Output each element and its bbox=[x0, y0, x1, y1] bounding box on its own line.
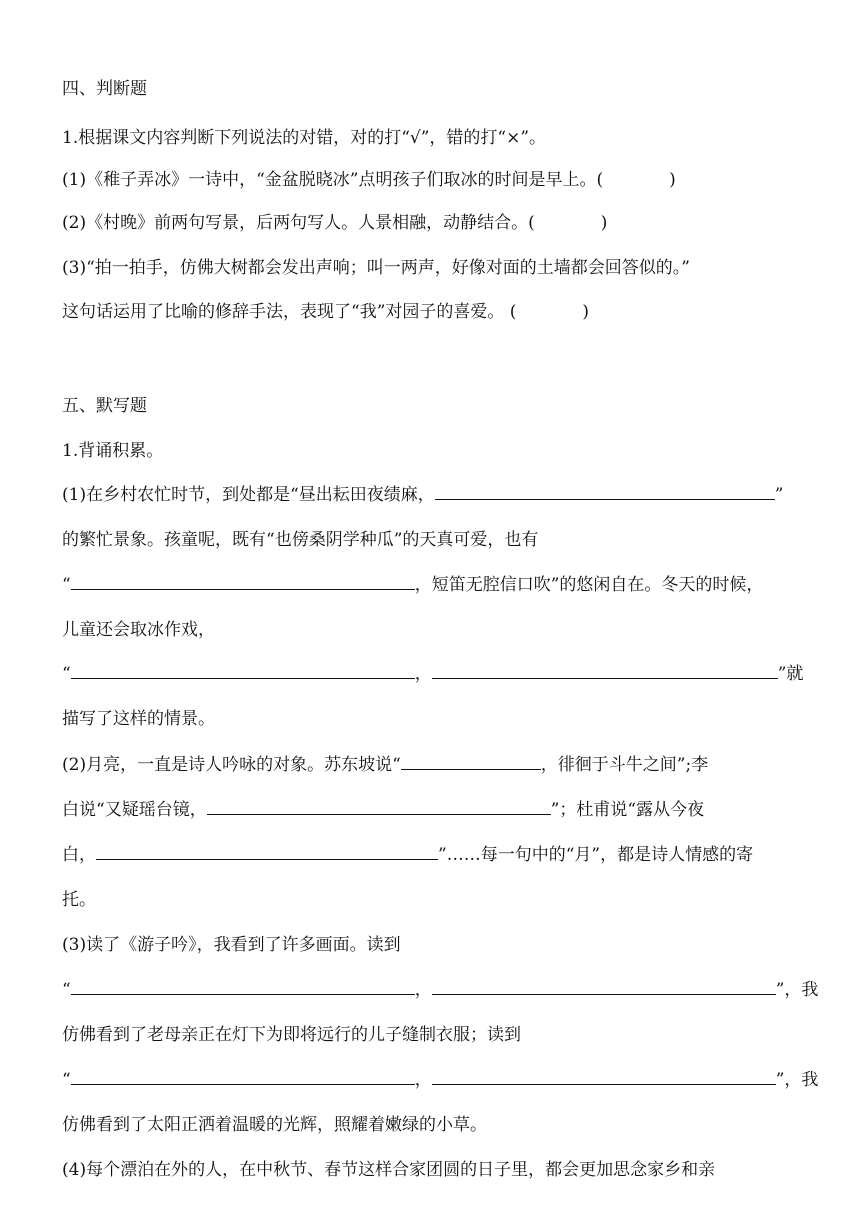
judge-item-1: (1)《稚子弄冰》一诗中，“金盆脱晓冰”点明孩子们取冰的时间是早上。( ) bbox=[62, 170, 676, 190]
para-1-line5: “ ， ”就 bbox=[62, 664, 804, 684]
para-3-line3: 仿佛看到了老母亲正在灯下为即将远行的儿子缝制衣服；读到 bbox=[62, 1025, 521, 1045]
para-2-line2: 白说“又疑瑶台镜， ”；杜甫说“露从今夜 bbox=[62, 800, 705, 820]
blank-8[interactable] bbox=[71, 979, 415, 995]
blank-11[interactable] bbox=[432, 1069, 776, 1085]
blank-10[interactable] bbox=[71, 1069, 415, 1085]
blank-3[interactable] bbox=[71, 663, 415, 679]
para-3-line2: “ ， ”，我 bbox=[62, 980, 819, 1000]
para-1-line1: (1)在乡村农忙时节，到处都是“昼出耘田夜绩麻， ” bbox=[62, 485, 784, 505]
judge-item-1-text: (1)《稚子弄冰》一诗中，“金盆脱晓冰”点明孩子们取冰的时间是早上。( bbox=[62, 170, 604, 190]
blank-9[interactable] bbox=[432, 979, 776, 995]
question-1-prompt: 1.根据课文内容判断下列说法的对错，对的打“√”，错的打“×”。 bbox=[62, 128, 547, 148]
para-4-line1: (4)每个漂泊在外的人，在中秋节、春节这样合家团圆的日子里，都会更加思念家乡和亲 bbox=[62, 1160, 716, 1180]
para-2-line1: (2)月亮，一直是诗人吟咏的对象。苏东坡说“ ，徘徊于斗牛之间”;李 bbox=[62, 755, 709, 775]
blank-7[interactable] bbox=[96, 844, 438, 860]
para-1-line3: “ ，短笛无腔信口吹”的悠闲自在。冬天的时候， bbox=[62, 575, 764, 595]
judge-item-3-line2: 这句话运用了比喻的修辞手法，表现了“我”对园子的喜爱。 ( ) bbox=[62, 302, 590, 322]
judge-item-2-text: (2)《村晚》前两句写景，后两句写人。人景相融，动静结合。( bbox=[62, 213, 535, 233]
judge-item-3-line1: (3)“拍一拍手，仿佛大树都会发出声响；叫一两声，好像对面的土墙都会回答似的。” bbox=[62, 258, 690, 278]
blank-2[interactable] bbox=[71, 574, 415, 590]
para-1-line2: 的繁忙景象。孩童呢，既有“也傍桑阴学种瓜”的天真可爱，也有 bbox=[62, 530, 539, 550]
blank-5[interactable] bbox=[401, 754, 541, 770]
blank-1[interactable] bbox=[435, 484, 775, 500]
para-2-line4: 托。 bbox=[62, 890, 96, 910]
blank-6[interactable] bbox=[207, 799, 551, 815]
section-five-title: 五、默写题 bbox=[62, 396, 147, 416]
para-1-line6: 描写了这样的情景。 bbox=[62, 709, 215, 729]
para-2-line3: 白， ”……每一句中的“月”，都是诗人情感的寄 bbox=[62, 845, 754, 865]
recite-prompt: 1.背诵积累。 bbox=[62, 441, 164, 461]
para-3-line4: “ ， ”，我 bbox=[62, 1070, 819, 1090]
para-3-line1: (3)读了《游子吟》，我看到了许多画面。读到 bbox=[62, 935, 401, 955]
judge-item-2: (2)《村晚》前两句写景，后两句写人。人景相融，动静结合。( ) bbox=[62, 213, 608, 233]
para-3-line5: 仿佛看到了太阳正洒着温暖的光辉，照耀着嫩绿的小草。 bbox=[62, 1115, 487, 1135]
section-four-title: 四、判断题 bbox=[62, 79, 147, 99]
blank-4[interactable] bbox=[432, 663, 778, 679]
para-1-line4: 儿童还会取冰作戏， bbox=[62, 620, 215, 640]
